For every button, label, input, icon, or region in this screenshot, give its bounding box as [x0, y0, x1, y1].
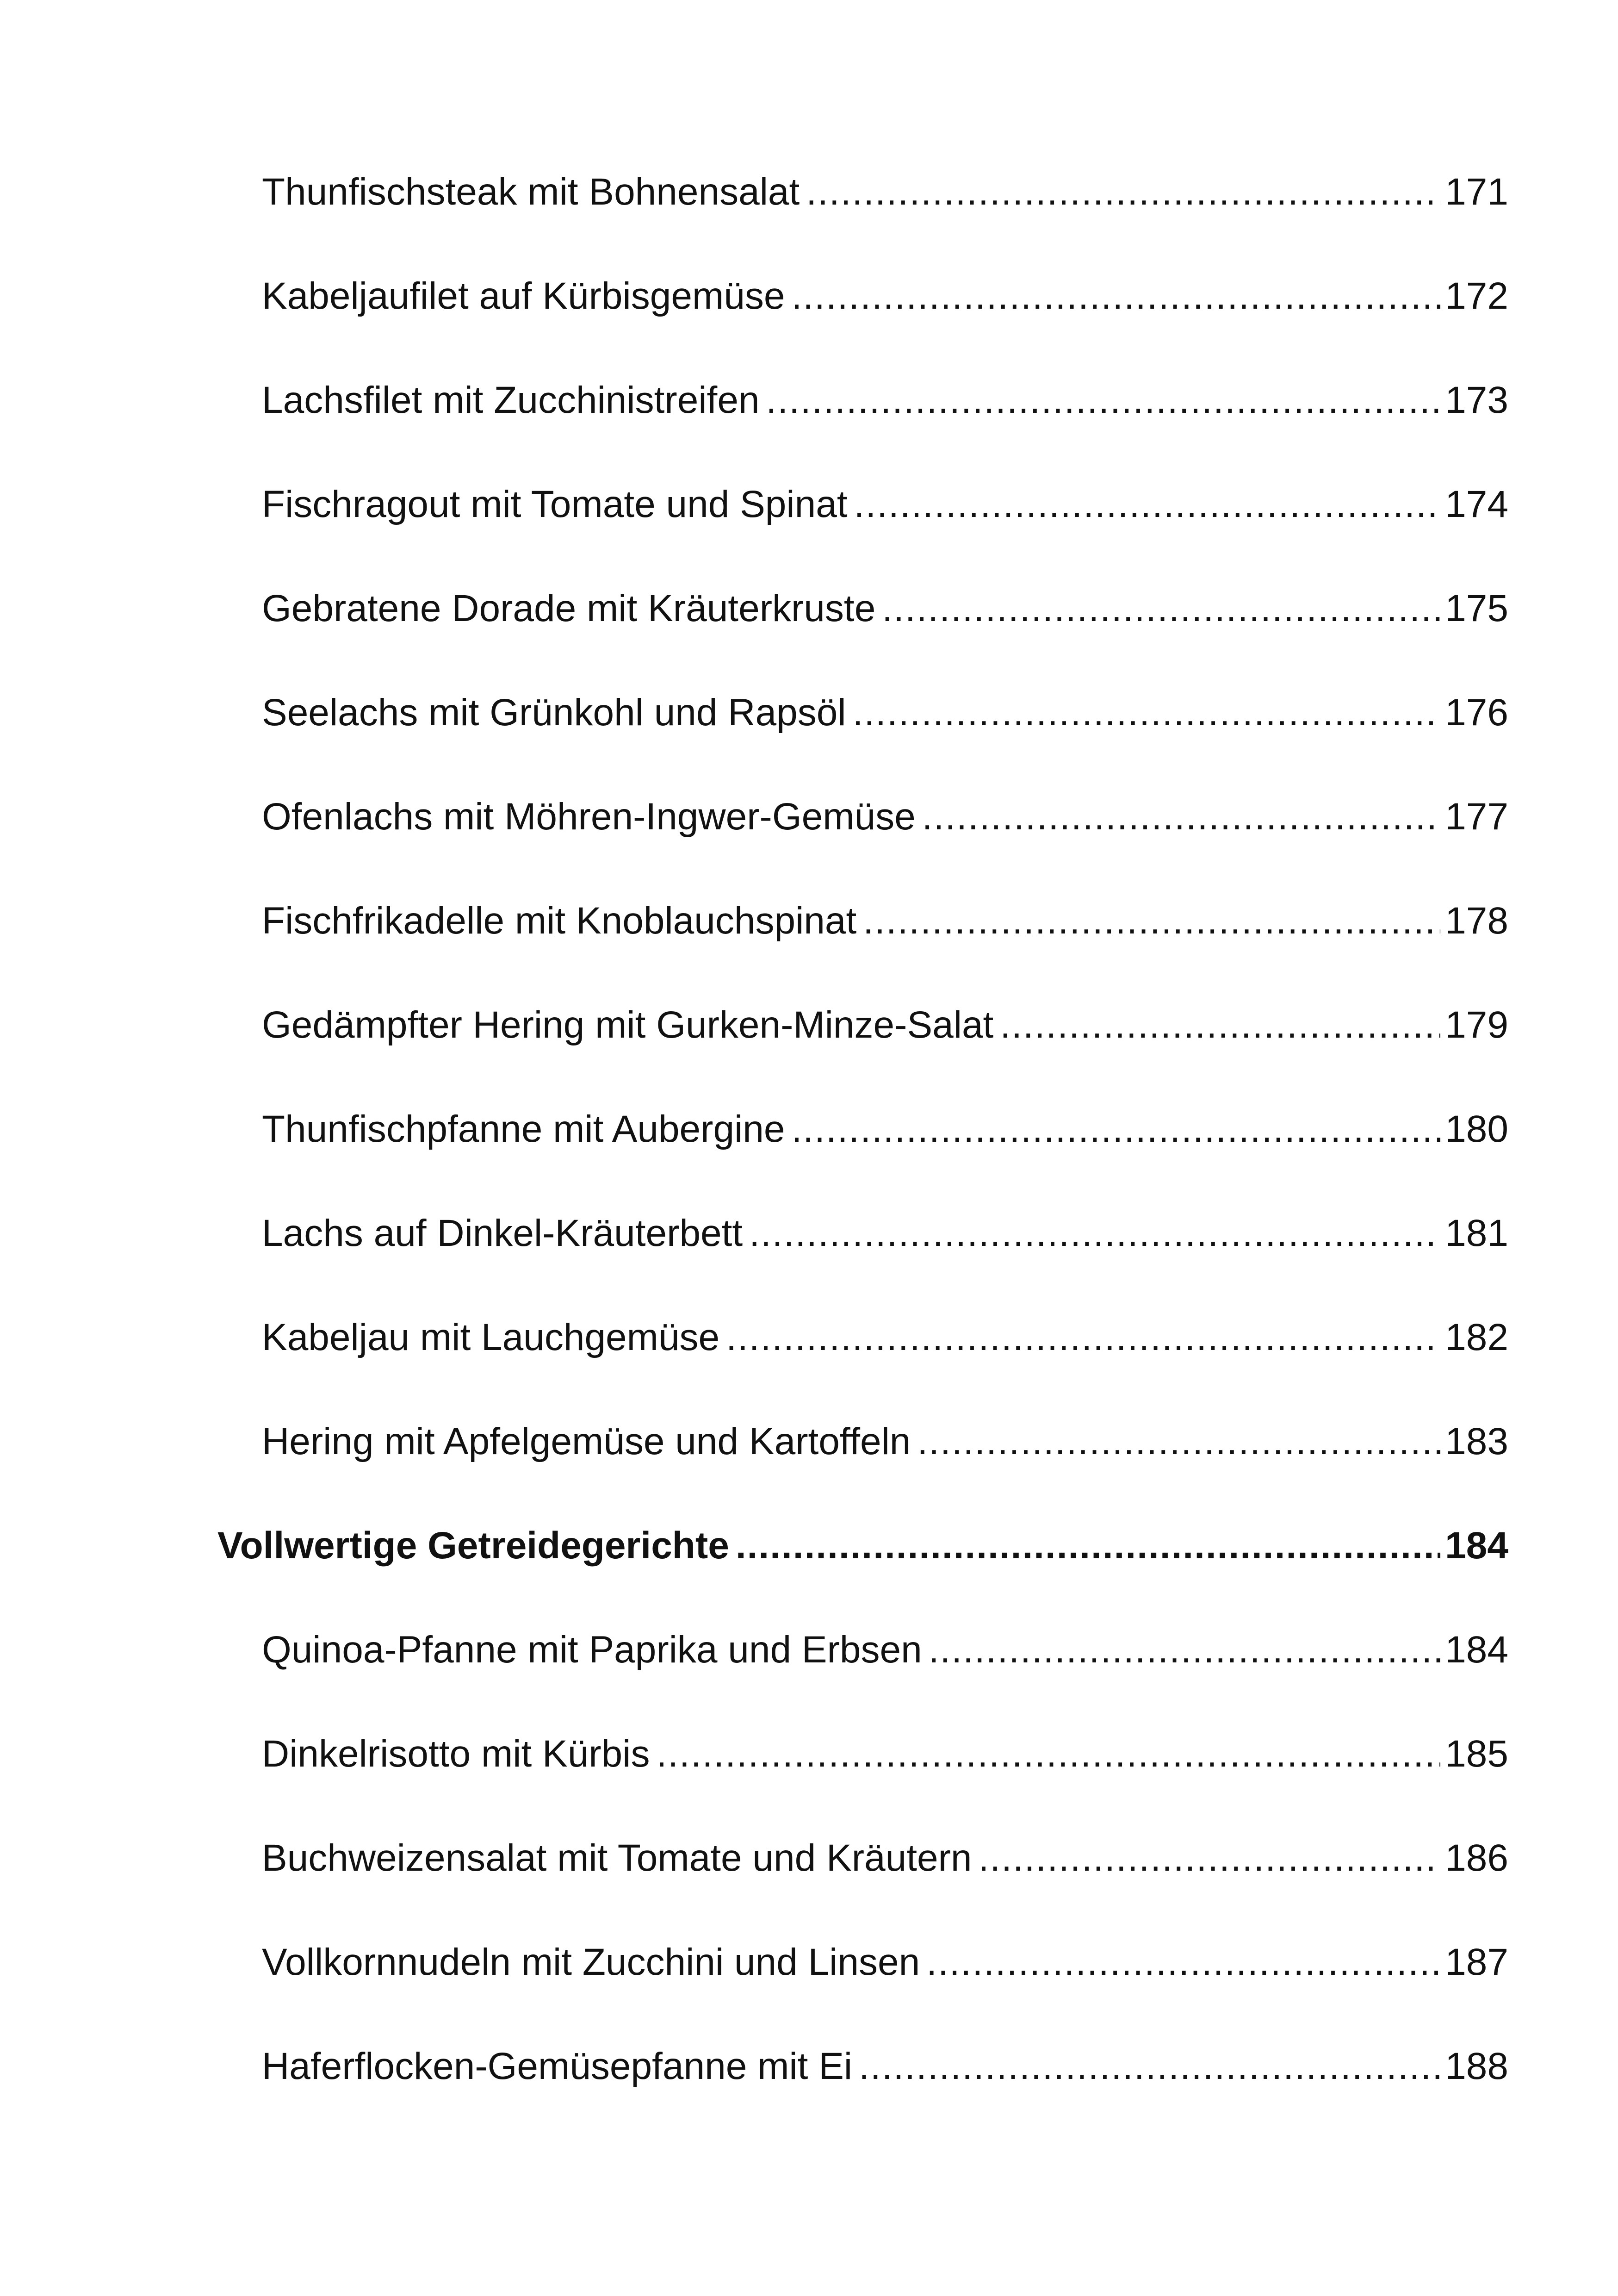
toc-entry-page: 188: [1445, 2045, 1508, 2087]
toc-dot-leader: [749, 1208, 1440, 1259]
toc-entry-page: 176: [1445, 691, 1508, 734]
toc-dot-leader: [736, 1520, 1440, 1571]
toc-entry-title: Fischfrikadelle mit Knoblauchspinat: [262, 900, 857, 942]
toc-entry-page: 182: [1445, 1316, 1508, 1358]
toc-dot-leader: [926, 1937, 1440, 1988]
toc-dot-leader: [859, 2041, 1440, 2092]
toc-entry-page: 183: [1445, 1420, 1508, 1462]
toc-entry-title: Lachs auf Dinkel-Kräuterbett: [262, 1212, 743, 1254]
toc-entry[interactable]: [262, 1729, 1508, 1780]
toc-entry-page: 172: [1445, 275, 1508, 317]
toc-entry-title: Fischragout mit Tomate und Spinat: [262, 483, 848, 525]
toc-dot-leader: [791, 271, 1440, 322]
toc-entry-title: Thunfischsteak mit Bohnensalat: [262, 171, 800, 213]
toc-entry-title: Quinoa-Pfanne mit Paprika und Erbsen: [262, 1629, 922, 1671]
toc-entry-title: Hering mit Apfelgemüse und Kartoffeln: [262, 1420, 911, 1462]
toc-entry[interactable]: [262, 2041, 1508, 2092]
toc-dot-leader: [854, 479, 1441, 530]
toc-entry-title: Gedämpfter Hering mit Gurken-Minze-Salat: [262, 1004, 994, 1046]
toc-entry-title: Buchweizensalat mit Tomate und Kräutern: [262, 1837, 972, 1879]
toc-entry[interactable]: [262, 1937, 1508, 1988]
toc-entry-page: 177: [1445, 796, 1508, 838]
toc-entry[interactable]: [262, 1104, 1508, 1155]
toc-entry-title: Lachsfilet mit Zucchinistreifen: [262, 379, 760, 421]
toc-dot-leader: [882, 583, 1440, 634]
toc-dot-leader: [917, 1416, 1440, 1467]
toc-entry-title: Dinkelrisotto mit Kürbis: [262, 1733, 650, 1775]
toc-entry-title: Vollkornnudeln mit Zucchini und Linsen: [262, 1941, 920, 1983]
toc-entry-title: Thunfischpfanne mit Aubergine: [262, 1108, 785, 1150]
toc-dot-leader: [766, 375, 1441, 426]
toc-entry-title: Gebratene Dorade mit Kräuterkruste: [262, 587, 876, 629]
toc-dot-leader: [863, 896, 1440, 946]
toc-entry[interactable]: [262, 791, 1508, 842]
toc-entry[interactable]: [262, 1000, 1508, 1051]
toc-dot-leader: [929, 1624, 1440, 1675]
toc-entry-page: 184: [1445, 1629, 1508, 1671]
toc-dot-leader: [922, 791, 1440, 842]
toc-entry[interactable]: [262, 1208, 1508, 1259]
toc-entry-page: 179: [1445, 1004, 1508, 1046]
toc-dot-leader: [806, 167, 1440, 218]
toc-dot-leader: [1000, 1000, 1440, 1051]
toc-dot-leader: [726, 1312, 1440, 1363]
toc-dot-leader: [792, 1104, 1441, 1155]
toc-entry[interactable]: [262, 1624, 1508, 1675]
toc-entry-page: 180: [1445, 1108, 1508, 1150]
toc-entry[interactable]: [262, 1312, 1508, 1363]
toc-entry-page: 171: [1445, 171, 1508, 213]
toc-entry[interactable]: [262, 687, 1508, 738]
toc-entry-title: Kabeljaufilet auf Kürbisgemüse: [262, 275, 785, 317]
toc-dot-leader: [853, 687, 1441, 738]
toc-entry[interactable]: [262, 271, 1508, 322]
toc-entry-title: Ofenlachs mit Möhren-Ingwer-Gemüse: [262, 796, 916, 838]
toc-entry-title: Seelachs mit Grünkohl und Rapsöl: [262, 691, 846, 734]
toc-entry-page: 187: [1445, 1941, 1508, 1983]
toc-entry-page: 186: [1445, 1837, 1508, 1879]
toc-chapter-page: 184: [1445, 1524, 1508, 1567]
toc-chapter-title: Vollwertige Getreidegerichte: [217, 1524, 729, 1567]
toc-entry-page: 175: [1445, 587, 1508, 629]
toc-entry-title: Haferflocken-Gemüsepfanne mit Ei: [262, 2045, 853, 2087]
toc-entry[interactable]: [262, 896, 1508, 946]
toc-entry-title: Kabeljau mit Lauchgemüse: [262, 1316, 720, 1358]
toc-entry[interactable]: [262, 375, 1508, 426]
toc-entry[interactable]: [262, 167, 1508, 218]
toc-entry[interactable]: [262, 583, 1508, 634]
toc-entry[interactable]: [262, 479, 1508, 530]
toc-entry-page: 181: [1445, 1212, 1508, 1254]
toc-chapter-entry[interactable]: [217, 1520, 1508, 1571]
toc-entry[interactable]: [262, 1833, 1508, 1884]
toc-entry-page: 185: [1445, 1733, 1508, 1775]
toc-entry-page: 174: [1445, 483, 1508, 525]
toc-dot-leader: [979, 1833, 1441, 1884]
toc-entry-page: 173: [1445, 379, 1508, 421]
toc-dot-leader: [656, 1729, 1440, 1780]
toc-entry[interactable]: [262, 1416, 1508, 1467]
toc-entry-page: 178: [1445, 900, 1508, 942]
